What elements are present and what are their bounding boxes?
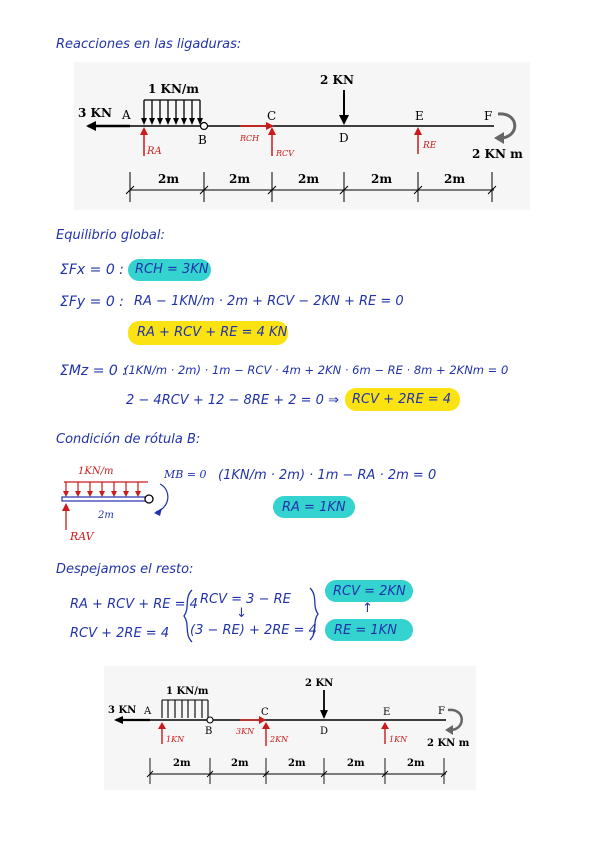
beam-diagram-bottom (104, 666, 476, 790)
brace-right (304, 586, 324, 642)
label-moment: 2 KN m (427, 738, 470, 749)
dim-3: 2m (298, 172, 320, 186)
eq-sfy: ΣFy = 0 : (60, 294, 124, 310)
dim-4: 2m (371, 172, 393, 186)
rest-sub2: (3 − RE) + 2RE = 4 (190, 623, 317, 638)
point-A: A (144, 706, 152, 717)
rest-line2: RCV + 2RE = 4 (70, 626, 170, 641)
point-B: B (205, 726, 213, 737)
point-D: D (339, 131, 349, 145)
label-RA: RA (147, 146, 162, 157)
point-C: C (267, 109, 277, 123)
point-E: E (383, 707, 391, 718)
label-RA: 1KN (166, 735, 185, 744)
point-F: F (484, 109, 493, 123)
heading-rest: Despejamos el resto: (56, 562, 194, 577)
eq-smz-line2: 2 − 4RCV + 12 − 8RE + 2 = 0 ⇒ (126, 393, 339, 408)
rest-line1: RA + RCV + RE = 4 (70, 597, 198, 612)
heading-global: Equilibrio global: (56, 228, 165, 243)
dim-4: 2m (347, 758, 365, 769)
point-F: F (438, 706, 445, 717)
eq-smz: ΣMz = 0 : (60, 363, 127, 379)
label-moment: 2 KN m (472, 147, 523, 161)
point-C: C (261, 707, 269, 718)
hinge-B (207, 717, 213, 723)
result-sfy: RA + RCV + RE = 4 KN (137, 325, 288, 340)
result-rch: RCH = 3KN (135, 262, 209, 277)
label-RCH: RCH (240, 134, 260, 143)
rest-result1: RCV = 2KN (333, 584, 406, 599)
label-RCV: RCV (276, 149, 294, 158)
result-smz: RCV + 2RE = 4 (352, 392, 452, 407)
dim-1: 2m (173, 758, 191, 769)
rest-sub1: RCV = 3 − RE (200, 592, 291, 607)
point-A: A (122, 108, 131, 122)
label-3kn: 3 KN (108, 705, 137, 716)
label-3kn: 3 KN (78, 106, 112, 120)
dim-5: 2m (444, 172, 466, 186)
label-2kn: 2 KN (305, 678, 334, 689)
rest-result2: RE = 1KN (334, 623, 397, 638)
dim-5: 2m (407, 758, 425, 769)
heading-reactions: Reacciones en las ligaduras: (56, 37, 242, 52)
point-B: B (198, 133, 207, 147)
point-E: E (415, 109, 424, 123)
dim-3: 2m (288, 758, 306, 769)
heading-hinge: Condición de rótula B: (56, 432, 201, 447)
hinge-sketch (56, 460, 216, 544)
eq-sfy-expr: RA − 1KN/m · 2m + RCV − 2KN + RE = 0 (134, 294, 404, 309)
hinge-reaction-label: RAV (70, 530, 94, 543)
hinge-B (201, 123, 208, 130)
label-RE: RE (423, 141, 437, 151)
label-dist-load: 1 KN/m (166, 686, 209, 697)
beam-diagram-top (74, 62, 530, 210)
label-RE: 1KN (389, 735, 408, 744)
label-2kn: 2 KN (320, 73, 354, 87)
eq-smz-expr: (1KN/m · 2m) · 1m − RCV · 4m + 2KN · 6m − RE · 8m + 2KNm = 0 (124, 363, 509, 377)
hinge-load-label: 1KN/m (78, 466, 114, 477)
dim-1: 2m (158, 172, 180, 186)
point-D: D (320, 726, 329, 737)
sub-arrow-icon: ↓ (236, 606, 247, 621)
label-RCV: 2KN (270, 735, 289, 744)
label-dist-load: 1 KN/m (148, 82, 200, 96)
hinge-result: RA = 1KN (282, 500, 346, 515)
dim-2: 2m (229, 172, 251, 186)
eq-sfx: ΣFx = 0 : (60, 262, 124, 278)
hinge-equation: (1KN/m · 2m) · 1m − RA · 2m = 0 (218, 468, 437, 483)
label-RCH: 3KN (236, 727, 255, 736)
hinge-span-label: 2m (98, 510, 114, 521)
hinge-moment-label: MB = 0 (164, 468, 207, 481)
dim-2: 2m (231, 758, 249, 769)
up-arrow-icon: ↑ (362, 601, 373, 616)
